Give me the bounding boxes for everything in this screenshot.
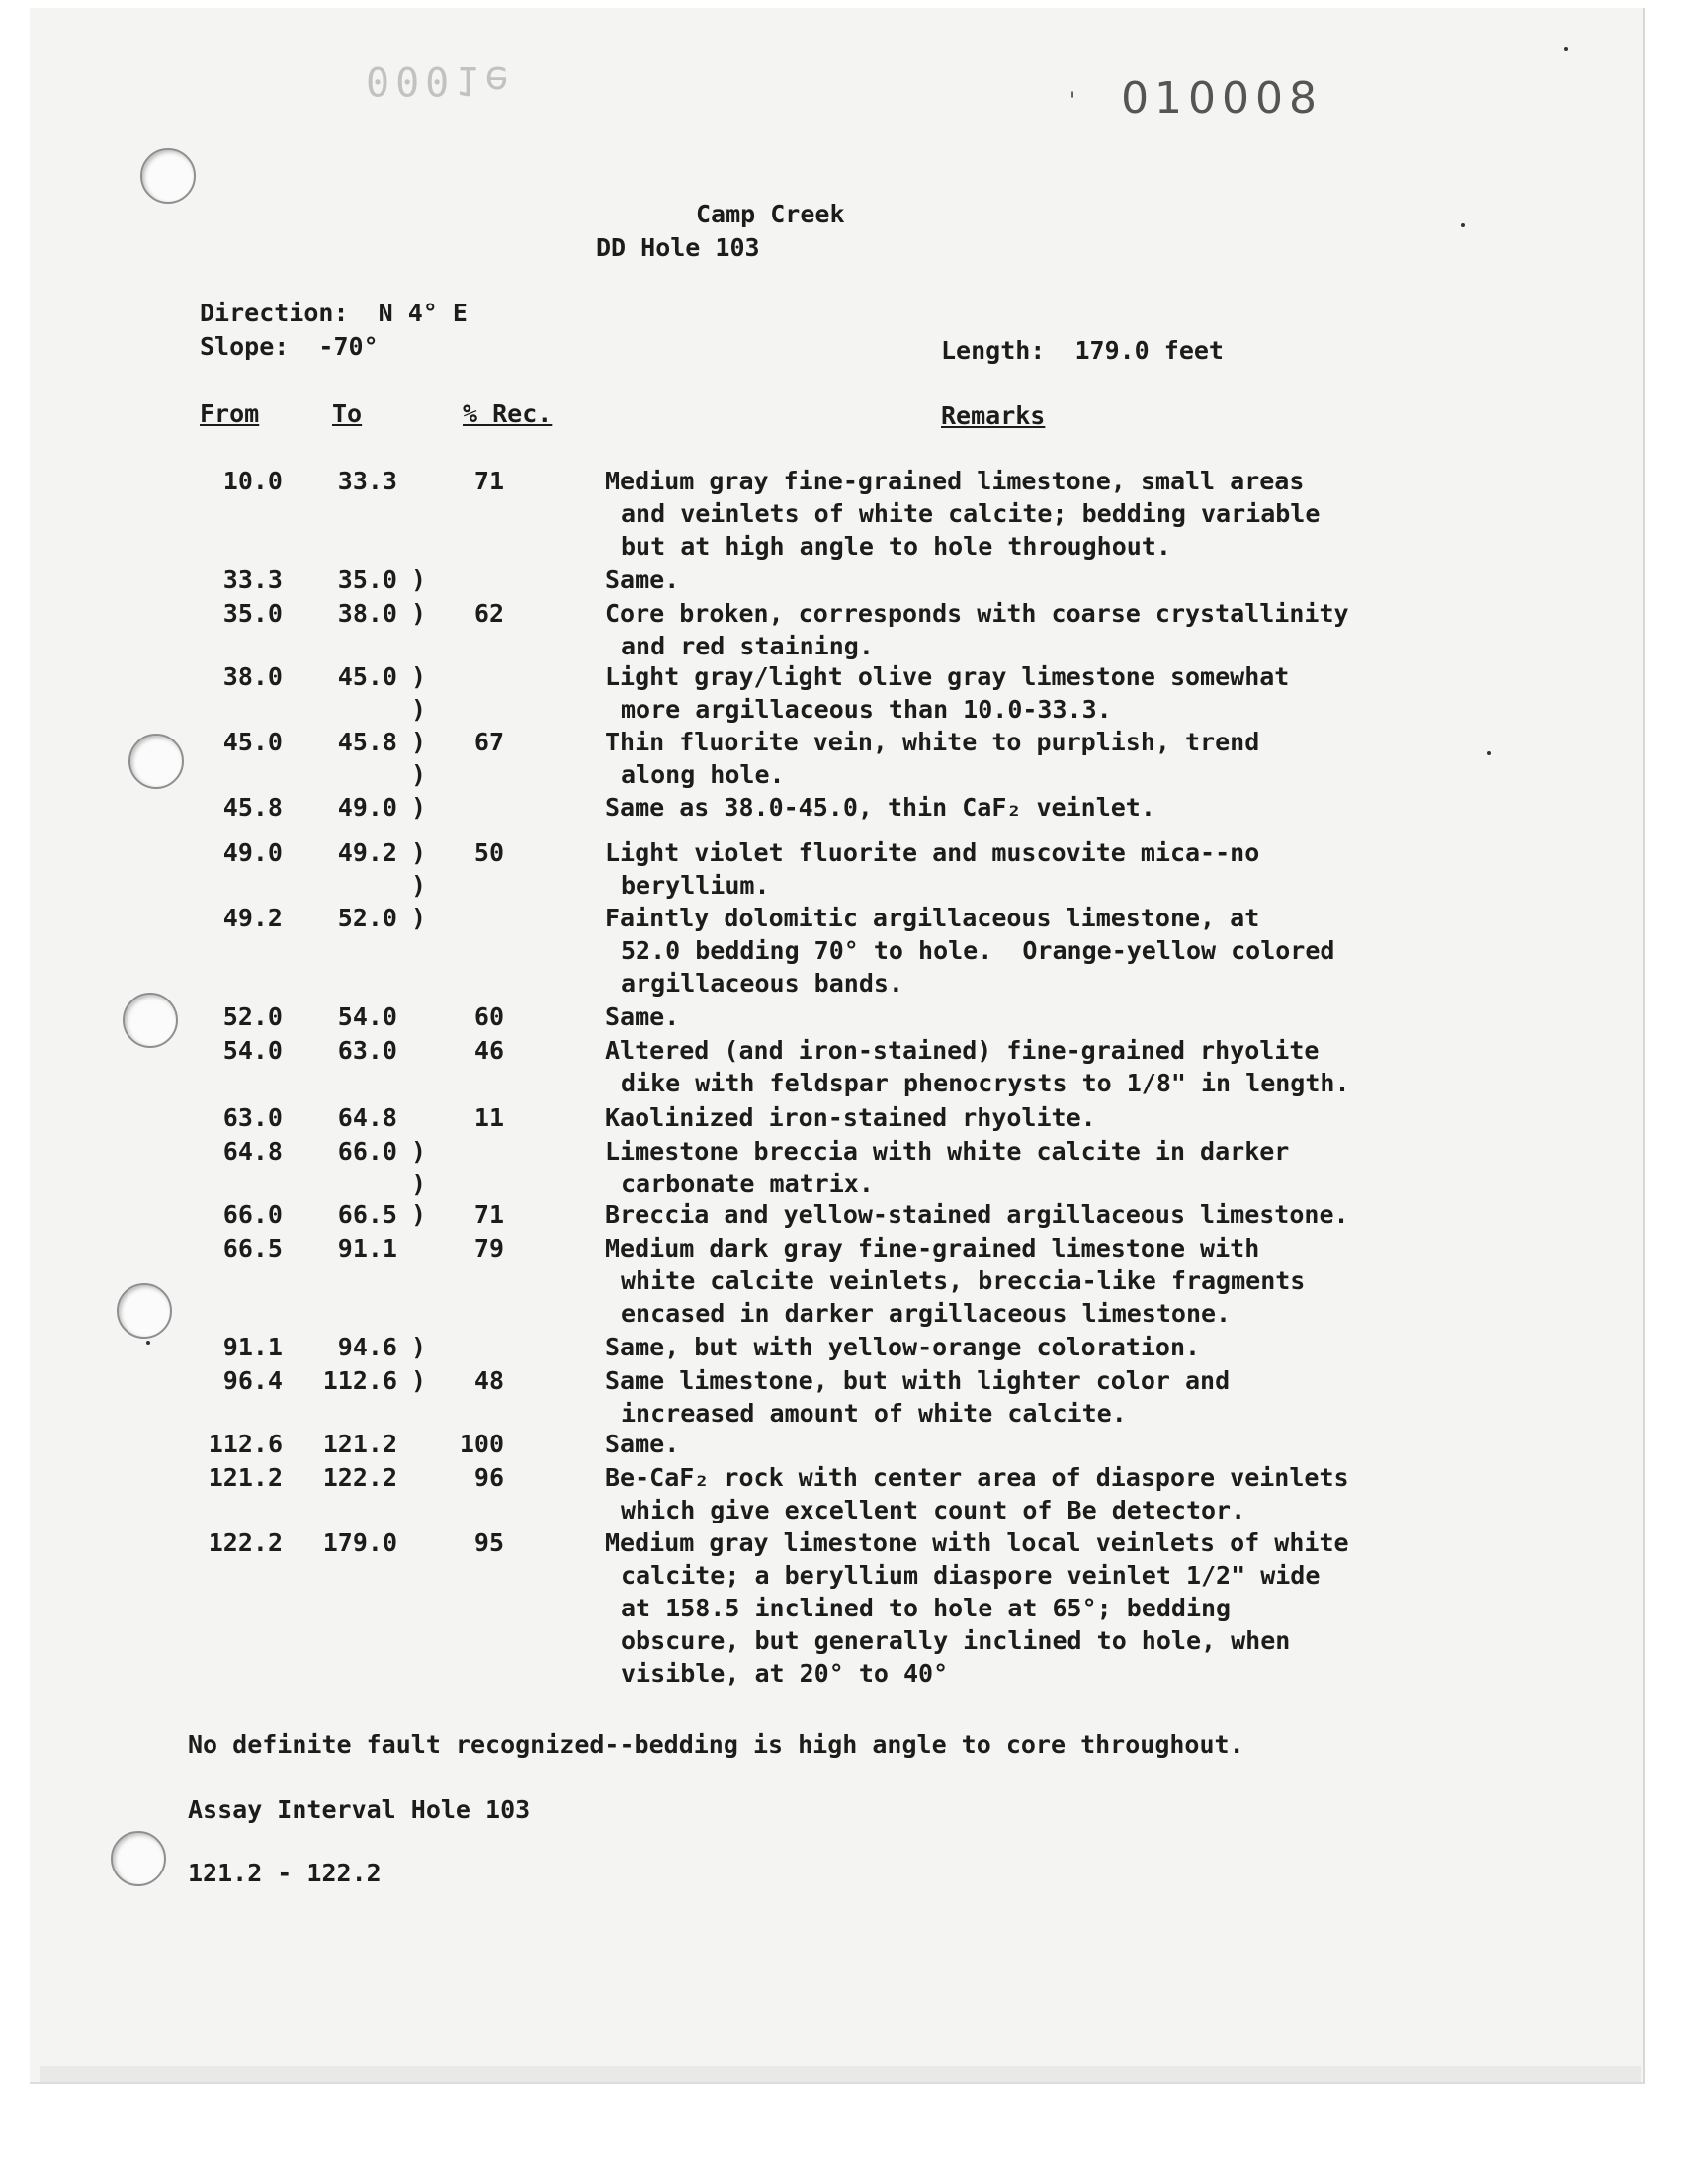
row-to-value: 38.0 xyxy=(337,599,397,628)
row-recovery-value: 46 xyxy=(473,1036,504,1065)
remark-line: Faintly dolomitic argillaceous limestone, at xyxy=(605,904,1260,932)
remark-line: Same. xyxy=(605,1430,680,1458)
row-recovery-value: 79 xyxy=(473,1234,504,1262)
remark-line: encased in darker argillaceous limestone. xyxy=(621,1299,1232,1328)
row-bracket: ) ) xyxy=(411,728,427,789)
row-from-value: 49.2 xyxy=(222,904,283,932)
row-from-value: 45.0 xyxy=(222,728,283,756)
punch-hole-icon xyxy=(123,993,178,1048)
remark-line: and veinlets of white calcite; bedding variable xyxy=(621,499,1321,528)
row-remarks xyxy=(605,597,1593,662)
remark-line: visible, at 20° to 40° xyxy=(621,1659,949,1688)
remark-line: increased amount of white calcite. xyxy=(621,1399,1127,1428)
row-bracket: ) xyxy=(411,1200,427,1229)
row-recovery-value: 67 xyxy=(473,728,504,756)
row-remarks xyxy=(605,1135,1593,1200)
row-recovery-value: 95 xyxy=(473,1528,504,1557)
row-from-value: 122.2 xyxy=(208,1528,283,1557)
remark-line: Medium gray fine-grained limestone, small areas xyxy=(605,467,1305,495)
row-from-value: 45.8 xyxy=(222,793,283,822)
remark-line: Medium dark gray fine-grained limestone with xyxy=(605,1234,1260,1262)
remark-line: Same, but with yellow-orange coloration. xyxy=(605,1333,1201,1361)
length-text: Length: 179.0 feet xyxy=(941,336,1224,365)
slope-text: Slope: -70° xyxy=(200,332,379,361)
remark-line: Medium gray limestone with local veinlets of white xyxy=(605,1528,1349,1557)
row-to-value: 91.1 xyxy=(337,1234,397,1262)
row-from-value: 121.2 xyxy=(208,1463,283,1492)
row-bracket: ) xyxy=(411,1333,427,1361)
remark-line: calcite; a beryllium diaspore veinlet 1/2" wide xyxy=(621,1561,1321,1590)
row-from-value: 49.0 xyxy=(222,838,283,867)
row-from-value: 54.0 xyxy=(222,1036,283,1065)
row-bracket: ) ) xyxy=(411,838,427,900)
row-to-value: 112.6 xyxy=(322,1366,397,1395)
row-remarks xyxy=(605,726,1593,791)
row-to-value: 49.2 xyxy=(337,838,397,867)
row-bracket: ) xyxy=(411,1366,427,1395)
row-from-value: 10.0 xyxy=(222,467,283,495)
row-to-value: 94.6 xyxy=(337,1333,397,1361)
document-stamp-number: ' 010008 xyxy=(1069,73,1324,124)
row-remarks xyxy=(605,1101,1593,1134)
remark-line: Same as 38.0-45.0, thin CaF₂ veinlet. xyxy=(605,793,1155,822)
punch-hole-icon xyxy=(140,148,196,204)
remark-line: and red staining. xyxy=(621,632,874,660)
row-to-value: 33.3 xyxy=(337,467,397,495)
row-recovery-value: 71 xyxy=(473,467,504,495)
remark-line: Kaolinized iron-stained rhyolite. xyxy=(605,1103,1096,1132)
row-to-value: 54.0 xyxy=(337,1002,397,1031)
row-bracket: ) xyxy=(411,793,427,822)
remark-line: argillaceous bands. xyxy=(621,969,903,998)
remark-line: Same. xyxy=(605,1002,680,1031)
row-remarks xyxy=(605,564,1593,596)
page-fold xyxy=(40,2066,1641,2082)
row-remarks xyxy=(605,1232,1593,1330)
row-remarks xyxy=(605,902,1593,1000)
row-recovery-value: 50 xyxy=(473,838,504,867)
row-to-value: 52.0 xyxy=(337,904,397,932)
row-to-value: 64.8 xyxy=(337,1103,397,1132)
row-to-value: 45.0 xyxy=(337,662,397,691)
row-remarks xyxy=(605,660,1593,726)
remark-line: along hole. xyxy=(621,760,785,789)
row-from-value: 52.0 xyxy=(222,1002,283,1031)
column-header-remarks: Remarks xyxy=(941,401,1046,430)
remark-line: carbonate matrix. xyxy=(621,1170,874,1198)
remark-line: obscure, but generally inclined to hole, when xyxy=(621,1626,1291,1655)
page-subtitle: DD Hole 103 xyxy=(596,233,760,262)
row-bracket: ) ) xyxy=(411,662,427,724)
remark-line: Light gray/light olive gray limestone somewhat xyxy=(605,662,1290,691)
row-from-value: 38.0 xyxy=(222,662,283,691)
speck xyxy=(1564,47,1568,51)
row-remarks xyxy=(605,465,1593,563)
row-bracket: ) xyxy=(411,599,427,628)
row-from-value: 66.5 xyxy=(222,1234,283,1262)
row-from-value: 66.0 xyxy=(222,1200,283,1229)
assay-title: Assay Interval Hole 103 xyxy=(188,1795,531,1824)
remark-line: Same limestone, but with lighter color and xyxy=(605,1366,1231,1395)
remark-line: 52.0 bedding 70° to hole. Orange-yellow colored xyxy=(621,936,1335,965)
row-remarks xyxy=(605,791,1593,824)
row-to-value: 179.0 xyxy=(322,1528,397,1557)
row-recovery-value: 96 xyxy=(473,1463,504,1492)
row-from-value: 35.0 xyxy=(222,599,283,628)
row-to-value: 66.0 xyxy=(337,1137,397,1166)
ghost-number: 0001e xyxy=(366,57,515,103)
row-remarks xyxy=(605,1198,1593,1231)
remark-line: Altered (and iron-stained) fine-grained rhyolite xyxy=(605,1036,1320,1065)
fault-note: No definite fault recognized--bedding is high angle to core throughout. xyxy=(188,1730,1244,1759)
direction-text: Direction: N 4° E xyxy=(200,299,468,327)
row-from-value: 96.4 xyxy=(222,1366,283,1395)
row-to-value: 66.5 xyxy=(337,1200,397,1229)
row-to-value: 35.0 xyxy=(337,566,397,594)
remark-line: but at high angle to hole throughout. xyxy=(621,532,1171,561)
punch-hole-icon xyxy=(128,734,184,789)
row-from-value: 91.1 xyxy=(222,1333,283,1361)
row-remarks xyxy=(605,1331,1593,1363)
row-to-value: 63.0 xyxy=(337,1036,397,1065)
remark-line: at 158.5 inclined to hole at 65°; bedding xyxy=(621,1594,1232,1622)
punch-hole-icon xyxy=(111,1831,166,1886)
page-title: Camp Creek xyxy=(696,200,845,228)
row-to-value: 45.8 xyxy=(337,728,397,756)
remark-line: dike with feldspar phenocrysts to 1/8" in length. xyxy=(621,1069,1350,1097)
remark-line: beryllium. xyxy=(621,871,770,900)
row-remarks xyxy=(605,1461,1593,1526)
row-remarks xyxy=(605,836,1593,902)
row-from-value: 64.8 xyxy=(222,1137,283,1166)
row-to-value: 49.0 xyxy=(337,793,397,822)
row-bracket: ) xyxy=(411,566,427,594)
row-to-value: 121.2 xyxy=(322,1430,397,1458)
row-recovery-value: 11 xyxy=(473,1103,504,1132)
remark-line: white calcite veinlets, breccia-like fragments xyxy=(621,1266,1306,1295)
column-header-from: From xyxy=(200,399,260,428)
row-remarks xyxy=(605,1428,1593,1460)
row-remarks xyxy=(605,1000,1593,1033)
remark-line: which give excellent count of Be detector. xyxy=(621,1496,1246,1524)
column-header-to: To xyxy=(332,399,363,428)
row-remarks xyxy=(605,1364,1593,1430)
remark-line: Light violet fluorite and muscovite mica--no xyxy=(605,838,1260,867)
remark-line: Thin fluorite vein, white to purplish, trend xyxy=(605,728,1260,756)
row-remarks xyxy=(605,1034,1593,1099)
row-from-value: 63.0 xyxy=(222,1103,283,1132)
remark-line: Limestone breccia with white calcite in darker xyxy=(605,1137,1290,1166)
speck xyxy=(146,1341,150,1345)
remark-line: more argillaceous than 10.0-33.3. xyxy=(621,695,1112,724)
remark-line: Same. xyxy=(605,566,680,594)
row-recovery-value: 48 xyxy=(473,1366,504,1395)
row-bracket: ) xyxy=(411,904,427,932)
row-recovery-value: 71 xyxy=(473,1200,504,1229)
row-bracket: ) ) xyxy=(411,1137,427,1198)
remark-line: Breccia and yellow-stained argillaceous limestone. xyxy=(605,1200,1349,1229)
remark-line: Be-CaF₂ rock with center area of diaspore veinlets xyxy=(605,1463,1349,1492)
row-from-value: 33.3 xyxy=(222,566,283,594)
assay-interval: 121.2 - 122.2 xyxy=(188,1859,382,1887)
row-remarks xyxy=(605,1526,1593,1690)
remark-line: Core broken, corresponds with coarse crystallinity xyxy=(605,599,1349,628)
row-recovery-value: 100 xyxy=(459,1430,504,1458)
row-to-value: 122.2 xyxy=(322,1463,397,1492)
row-recovery-value: 62 xyxy=(473,599,504,628)
row-recovery-value: 60 xyxy=(473,1002,504,1031)
row-from-value: 112.6 xyxy=(208,1430,283,1458)
column-header-rec: % Rec. xyxy=(463,399,553,428)
punch-hole-icon xyxy=(117,1283,172,1339)
